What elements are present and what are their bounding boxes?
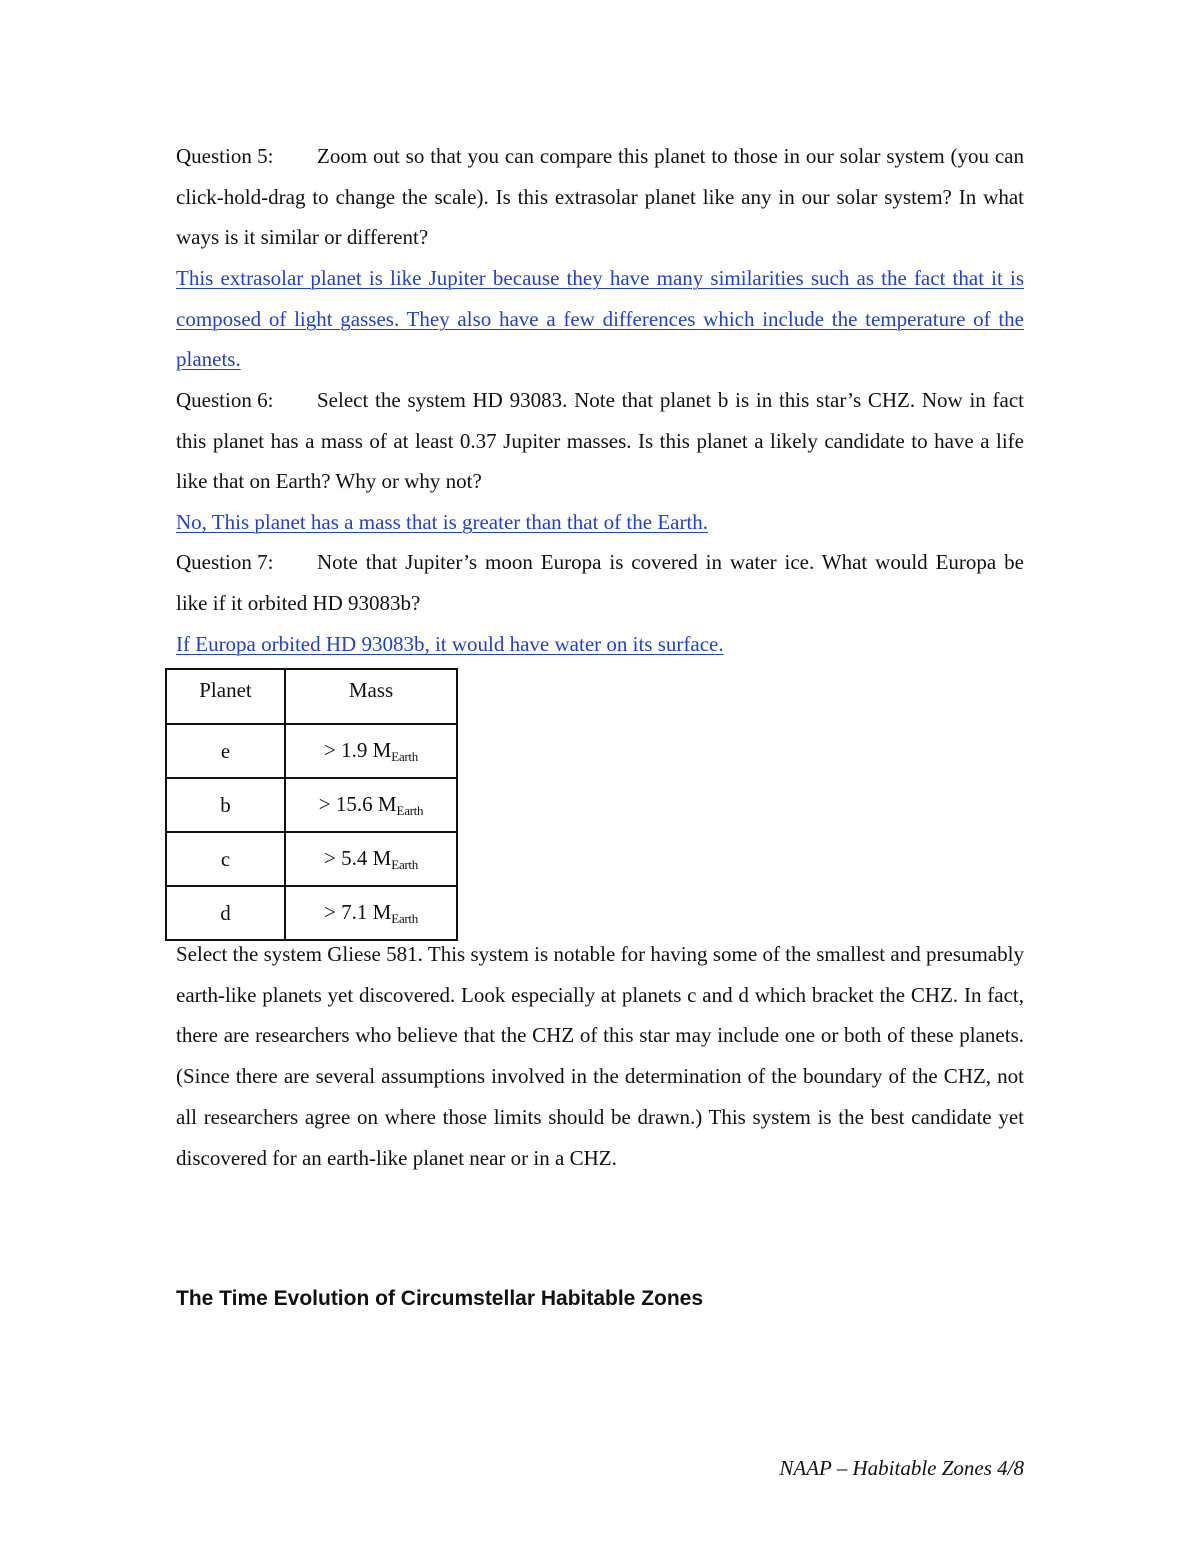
mass-unit-subscript: Earth [391,856,418,872]
answer-7-text: If Europa orbited HD 93083b, it would have water on its surface. [176,632,724,656]
planet-mass-table [165,668,458,941]
mass-unit-subscript: Earth [391,910,418,926]
question-6-text: Select the system HD 93083. Note that planet b is in this star’s CHZ. Now in fact this planet has a mass of at least 0.37 Jupiter masses. Is this planet a likely candidate to have a life like that on Earth? Why or why not? [176,388,1024,494]
table-header-mass: Mass [285,669,457,724]
mass-cell [285,724,457,778]
mass-value: > 7.1 M [324,899,392,924]
planet-cell: e [166,724,285,778]
gliese-paragraph [176,934,1024,1178]
question-7 [176,542,1024,623]
answer-6 [176,502,1024,543]
question-5-text: Zoom out so that you can compare this planet to those in our solar system (you can click-hold-drag to change the scale). Is this extrasolar planet like any in our solar system? In what ways is it similar or different? [176,144,1024,250]
planet-cell: c [166,832,285,886]
table-row [166,886,457,940]
question-6-label: Question 6: [176,388,274,412]
table-row [166,778,457,832]
question-6 [176,380,1024,502]
mass-cell [285,778,457,832]
mass-value: > 15.6 M [318,791,397,816]
answer-5-text: This extrasolar planet is like Jupiter because they have many similarities such as the fact that it is composed of light gasses. They also have a few differences which include the temperature of the planets. [176,266,1024,372]
mass-unit-subscript: Earth [391,748,418,764]
mass-value: > 1.9 M [324,737,392,762]
answer-5 [176,258,1024,380]
question-7-text: Note that Jupiter’s moon Europa is covered in water ice. What would Europa be like if it orbited HD 93083b? [176,550,1024,615]
page-footer: NAAP – Habitable Zones 4/8 [779,1456,1024,1480]
mass-cell [285,886,457,940]
answer-6-text: No, This planet has a mass that is greater than that of the Earth. [176,510,709,534]
answer-7 [176,624,1024,665]
mass-value: > 5.4 M [324,845,392,870]
mass-unit-subscript: Earth [396,802,424,818]
gliese-paragraph-text: Select the system Gliese 581. This system is notable for having some of the smallest and presumably earth-like planets yet discovered. Look especially at planets c and d which bracket the CHZ. In fact, there are researchers who believe that the CHZ of this star may include one or both of these planets. (Since there are several assumptions involved in the determination of the boundary of the CHZ, not all researchers agree on where those limits should be drawn.) This system is the best candidate yet discovered for an earth-like planet near or in a CHZ. [176,942,1024,1170]
table-row [166,832,457,886]
table-row [166,724,457,778]
table-header-row [166,669,457,724]
mass-cell [285,832,457,886]
section-heading: The Time Evolution of Circumstellar Habitable Zones [176,1287,704,1310]
question-5-label: Question 5: [176,144,274,168]
table-header-planet: Planet [166,669,285,724]
question-5 [176,136,1024,258]
planet-cell: d [166,886,285,940]
planet-cell: b [166,778,285,832]
question-7-label: Question 7: [176,550,274,574]
